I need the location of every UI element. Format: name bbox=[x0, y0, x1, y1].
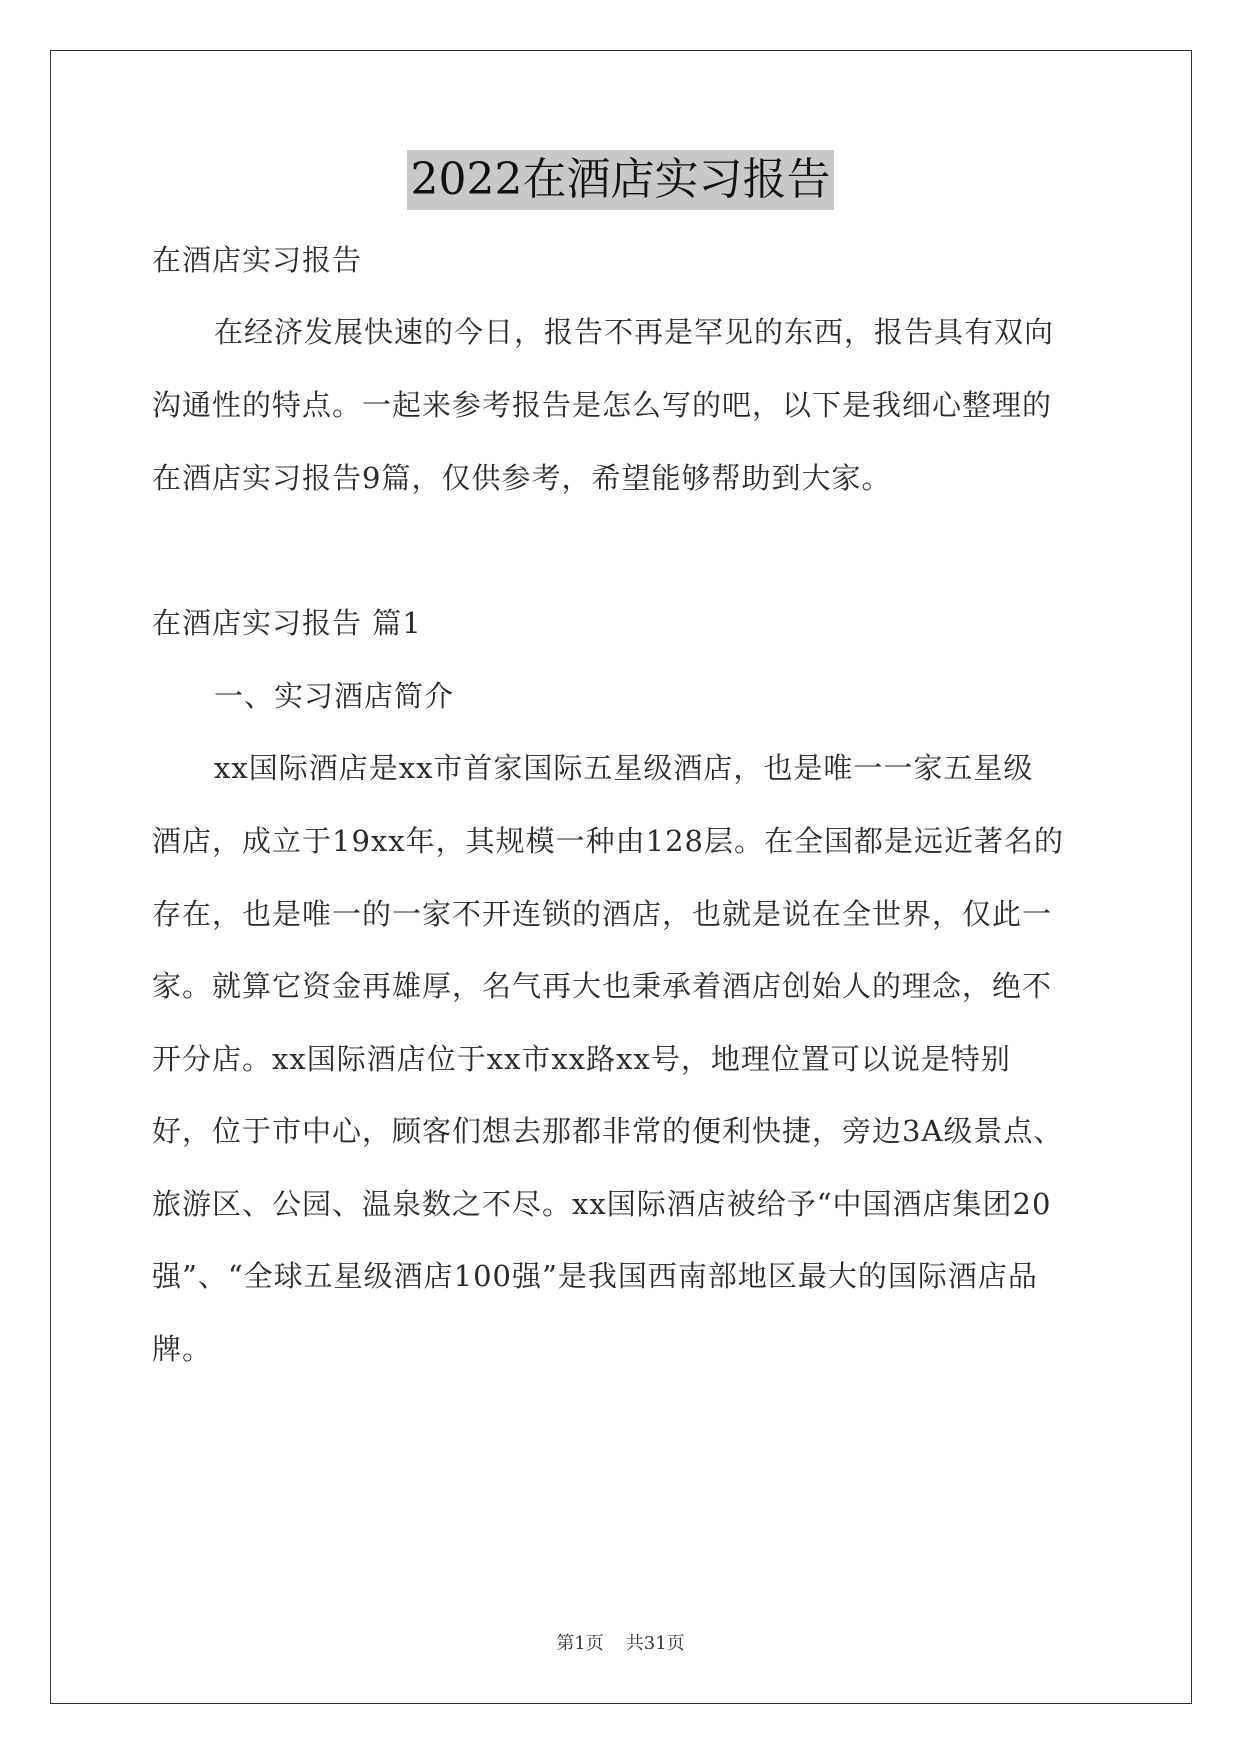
section-heading: 在酒店实习报告 篇1 bbox=[152, 606, 422, 640]
page-total: 共31页 bbox=[625, 1633, 685, 1654]
page-footer bbox=[0, 1632, 1241, 1656]
page-number: 第1页 bbox=[556, 1633, 604, 1654]
body-line: 存在，也是唯一的一家不开连锁的酒店，也就是说在全世界，仅此一 bbox=[152, 897, 1053, 931]
intro-line: 在经济发展快速的今日，报告不再是罕见的东西，报告具有双向 bbox=[214, 315, 1055, 349]
subtitle: 在酒店实习报告 bbox=[152, 243, 363, 277]
title-container bbox=[0, 150, 1241, 210]
intro-line: 沟通性的特点。一起来参考报告是怎么写的吧，以下是我细心整理的 bbox=[152, 388, 1053, 422]
intro-line: 在酒店实习报告9篇，仅供参考，希望能够帮助到大家。 bbox=[152, 461, 892, 495]
body-line: xx国际酒店是xx市首家国际五星级酒店，也是唯一一家五星级 bbox=[214, 751, 1034, 785]
body-line: 酒店，成立于19xx年，其规模一种由128层。在全国都是远近著名的 bbox=[152, 824, 1064, 858]
body-line: 旅游区、公园、温泉数之不尽。xx国际酒店被给予“中国酒店集团20 bbox=[152, 1187, 1052, 1221]
body-line: 牌。 bbox=[152, 1332, 213, 1366]
document-title: 2022在酒店实习报告 bbox=[407, 150, 835, 210]
subsection-heading: 一、实习酒店简介 bbox=[214, 679, 455, 713]
body-line: 家。就算它资金再雄厚，名气再大也秉承着酒店创始人的理念，绝不 bbox=[152, 969, 1053, 1003]
page-border bbox=[50, 50, 1192, 1704]
body-line: 强”、“全球五星级酒店100强”是我国西南部地区最大的国际酒店品 bbox=[152, 1259, 1038, 1293]
body-line: 开分店。xx国际酒店位于xx市xx路xx号，地理位置可以说是特别 bbox=[152, 1042, 1011, 1076]
body-line: 好，位于市中心，顾客们想去那都非常的便利快捷，旁边3A级景点、 bbox=[152, 1114, 1064, 1148]
